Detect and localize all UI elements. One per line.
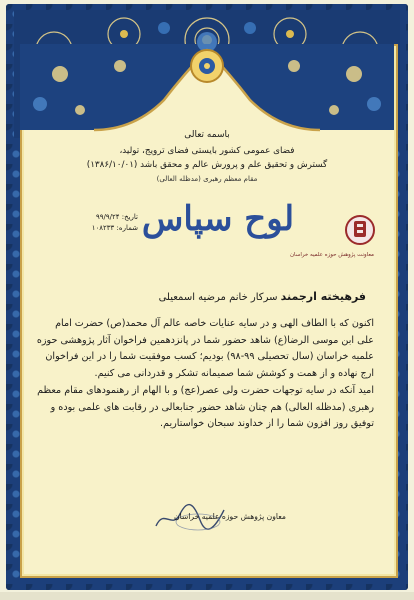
logo-label: معاونت پژوهش حوزه علمیه خراسان bbox=[290, 252, 374, 258]
issue-number: شماره: ۱۰۸۲۳۳ bbox=[91, 224, 138, 232]
signatory-title: معاون پژوهش حوزه علمیه خراسان bbox=[174, 512, 286, 521]
body-paragraph-2: امید آنکه در سایه توجهات حضرت ولی عصر(عج) و با الهام از رهنمودهای مقام معظم رهبری (مدظله العالی) هم چنان شاهد حضور جنابعالی در رقابت های علمی بوده و توفیق روز افزون شما را از خداوند سبحان خواستاریم. bbox=[37, 384, 374, 430]
recipient-name: سرکار خانم مرضیه اسمعیلی bbox=[158, 292, 278, 303]
title-calligraphy bbox=[141, 186, 295, 246]
issue-date: تاریخ: ۹۹/۹/۲۴ bbox=[95, 213, 138, 221]
intro-line-2: گسترش و تحقیق علم و پرورش عالم و محقق باشد (۱۳۸۶/۱۰/۰۱) bbox=[86, 160, 328, 170]
recipient-line bbox=[46, 290, 366, 303]
top-emblem-icon bbox=[189, 48, 225, 84]
bottom-edge bbox=[0, 592, 414, 600]
intro-line-1: فضای عمومی کشور بایستی فضای ترویج، تولید، bbox=[119, 146, 295, 156]
certificate-body bbox=[36, 316, 374, 433]
salutation: فرهیخته ارجمند bbox=[280, 290, 366, 303]
title-text: لوح سپاس bbox=[141, 199, 295, 239]
intro-quote bbox=[62, 144, 352, 186]
body-paragraph-1: اکنون که با الطاف الهی و در سایه عنایات خاصه عالم آل محمد(ص) حضرت امام علی ابن موسی الرضا(ع) شاهد حضور شما در پانزدهمین فراخوان آثار پژوهشی حوزه علمیه خراسان (سال تحصیلی ۹۹-۹۸) بودیم؛ کسب موفقیت شما را در این فراخوان ارج نهاده و از همت و کوشش شما صمیمانه تشکر و قدردانی می کنیم. bbox=[36, 318, 374, 380]
intro-source: مقام معظم رهبری (مدظله العالی) bbox=[156, 175, 258, 183]
basmala: باسمه تعالی bbox=[184, 130, 230, 140]
issue-date-block bbox=[48, 212, 138, 234]
